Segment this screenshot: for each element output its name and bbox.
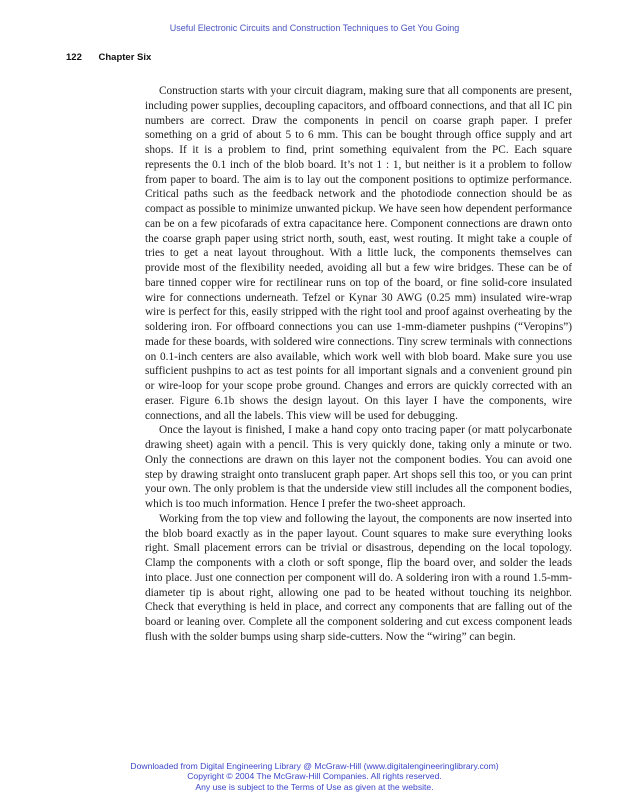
page-number: 122 [66, 52, 82, 63]
footer-copyright-line: Copyright © 2004 The McGraw-Hill Companies. All rights reserved. [187, 771, 442, 782]
paragraph-soldering: Working from the top view and following the layout, the components are now inserted into the blob board exactly as in the paper layout. Count squares to make sure everything looks right. Small placement errors can be trivial or disastrous, depending on the local topology. Clamp the components with a cloth or soft sponge, flip the board over, and solder the leads into place. Just one connection per component will do. A soldering iron with a round 1.5-mm-diameter tip is about right, allowing one pad to be heated without touching its neighbor. Check that everything is held in place, and correct any components that are falling out of the board or leaning over. Complete all the component soldering and cut excess component leads flush with the solder bumps using sharp side-cutters. Now the “wiring” can begin. [145, 512, 572, 643]
running-head: Useful Electronic Circuits and Construction Techniques to Get You Going [169, 23, 460, 33]
footer-download-line[interactable]: Downloaded from Digital Engineering Library @ McGraw-Hill (www.digitalengineeringlibrary.com) [130, 761, 499, 771]
body-text [145, 84, 572, 645]
footer [0, 761, 629, 792]
footer-terms-line[interactable]: Any use is subject to the Terms of Use as given at the website. [195, 781, 434, 792]
paragraph-tracing: Once the layout is finished, I make a hand copy onto tracing paper (or matt polycarbonate drawing sheet) again with a pencil. This is very quickly done, taking only a minute or two. Only the connections are drawn on this layer not the component bodies. You can avoid one step by drawing straight onto translucent graph paper. Art shops sell this too, or you can print your own. The only problem is that the underside view still includes all the component bodies, which is too much information. Hence I prefer the two-sheet approach. [145, 424, 572, 510]
page-header [66, 52, 151, 63]
paragraph-construction: Construction starts with your circuit diagram, making sure that all components are present, including power supplies, decoupling capacitors, and offboard connections, and that all IC pin numbers are correct. Draw the components in pencil on coarse graph paper. I prefer something on a grid of about 5 to 6 mm. This can be bought through office supply and art shops. If it is a problem to find, print something equivalent from the PC. Each square represents the 0.1 inch of the blob board. It’s not 1 : 1, but neither is it a problem to follow from paper to board. The aim is to lay out the component positions to optimize performance. Critical paths such as the feedback network and the photodiode connection should be as compact as possible to minimize unwanted pickup. We have seen how dependent performance can be on a few picofarads of extra capacitance here. Component connections are drawn onto the coarse graph paper using strict north, south, east, west routing. It might take a couple of tries to get a neat layout throughout. With a little luck, the components themselves can provide most of the flexibility needed, avoiding all but a few wire bridges. These can be of bare tinned copper wire for rectilinear runs on top of the board, or fine solid-core insulated wire for connections underneath. Tefzel or Kynar 30 AWG (0.25 mm) insulated wire-wrap wire is perfect for this, easily stripped with the right tool and proof against overheating by the soldering iron. For offboard connections you can use 1-mm-diameter pushpins (“Veropins”) made for these boards, with soldered wire connections. Tiny screw terminals with connections on 0.1-inch centers are also available, which work well with blob board. Make sure you use sufficient pushpins to act as test points for all important signals and a convenient ground pin or wire-loop for your scope probe ground. Changes and errors are quickly corrected with an eraser. Figure 6.1b shows the design layout. On this layer I have the components, wire connections, and all the labels. This view will be used for debugging. [145, 85, 572, 422]
chapter-title: Chapter Six [98, 52, 152, 63]
